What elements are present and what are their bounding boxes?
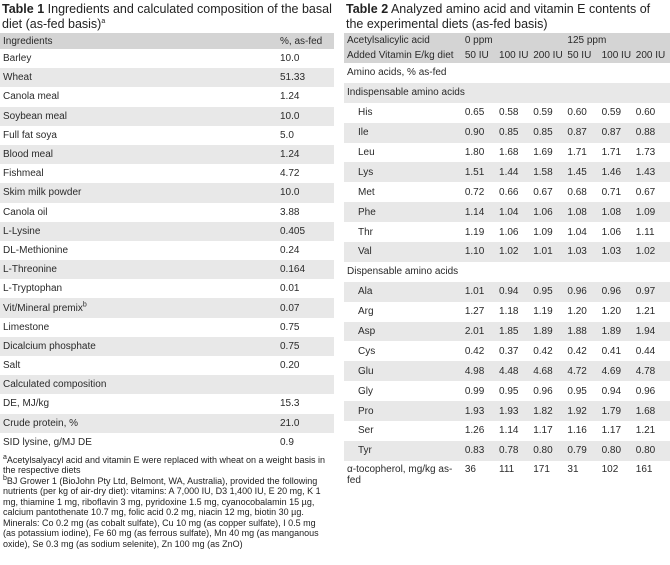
table2-value: 0.44 [635,345,656,357]
table1-row [0,394,334,413]
table2-value: 0.67 [533,186,553,198]
table2-value: 0.96 [635,385,656,397]
table2-value: 1.51 [465,162,499,182]
table2-row [344,222,670,242]
table1-value: 10.0 [276,107,334,126]
table2-value: 0.78 [499,441,533,461]
amino-acid-name: α-tocopherol, mg/kg as-fed [347,463,453,486]
table2-value: 1.08 [602,202,636,222]
ingredient-name: Blood meal [3,149,54,161]
ingredient-name: Barley [3,53,32,65]
table1-ingredient [0,375,276,394]
table1-value: 0.07 [276,298,334,317]
table2-value: 1.46 [602,162,636,182]
table1-row [0,203,334,222]
table2-value: 1.08 [567,202,601,222]
table1-row [0,279,334,298]
table2-value: 1.20 [567,306,587,318]
table2-value: 1.45 [567,162,601,182]
table2-group-125ppm: 125 ppm [567,33,670,48]
table1-row [0,298,334,317]
table2-value: 0.83 [465,441,499,461]
table2-row [344,202,670,222]
table2-header-row-2 [344,48,670,63]
table2-value: 4.69 [602,361,636,381]
table2-value: 1.82 [533,401,567,421]
table2-value: 4.68 [533,361,567,381]
table1-panel [0,0,334,549]
table1-value: 4.72 [280,168,300,180]
table1-ingredient [0,126,276,145]
ingredient-name: L-Lysine [3,225,41,237]
table1-value: 0.405 [276,222,334,241]
table2-section-row [344,262,670,282]
amino-acid-name: Lys [344,162,465,182]
table2-row [344,461,670,494]
amino-acid-name: Ile [344,123,465,143]
table2-value: 1.01 [533,242,567,262]
ingredient-name: Vit/Mineral premix [3,302,83,314]
table2-value: 0.65 [464,107,485,119]
table2-title-bold: Table 2 [346,2,389,16]
table1-header-row [0,33,334,49]
table2-title-text: Analyzed amino acid and vitamin E contents of the experimental diets (as-fed basis) [346,2,651,31]
ingredient-name: Salt [3,360,21,372]
table1-value: 1.24 [276,145,334,164]
table1-ingredient [0,337,276,356]
table2-row [344,123,670,143]
table2-value: 1.68 [636,401,670,421]
table1-value [276,375,334,394]
table2-header-row-1 [344,33,670,48]
ingredient-name: DL-Methionine [3,244,69,256]
table2-value: 0.94 [499,282,533,302]
amino-acid-name: His [358,107,373,119]
table1-ingredient [0,394,276,413]
table2-value: 1.71 [567,147,587,158]
table1-ingredient [0,203,276,222]
ingredient-name: SID lysine, g/MJ DE [3,436,92,448]
table1-row [0,49,334,68]
table1-title-text: Ingredients and calculated composition of the basal diet (as-fed basis) [2,2,332,31]
table1-value: 1.24 [280,91,300,103]
table2-value: 1.88 [567,322,601,342]
table2-value: 1.92 [567,401,601,421]
table1-ingredient [0,107,276,126]
ingredient-name: Wheat [3,72,32,84]
table1-ingredient [0,145,276,164]
ingredient-sup: b [82,301,87,309]
amino-acid-name: Val [344,242,465,262]
table2-value: 1.43 [636,162,670,182]
table1-row [0,126,334,145]
table2-value: 0.60 [635,107,656,119]
ingredient-name: Canola oil [3,206,48,218]
table1-row [0,241,334,260]
ingredient-name: Skim milk powder [3,187,82,199]
amino-acid-name: Pro [344,401,465,421]
table1-title-bold: Table 1 [2,2,45,16]
amino-acid-name: Ala [344,282,465,302]
table2-dose: 200 IU [636,48,670,63]
table2-value: 1.85 [499,322,533,342]
table1 [0,33,334,452]
table1-value: 21.0 [276,414,334,433]
table2-value: 4.48 [499,361,533,381]
table1-ingredient [0,164,276,183]
table2-value: 1.26 [464,425,485,437]
table2-dose: 50 IU [567,48,601,63]
table2-value: 1.80 [464,147,485,158]
table2-value: 0.94 [601,385,622,397]
table1-row [0,433,334,452]
table2-row [344,103,670,123]
table2-section-row [344,83,670,103]
ingredient-name: Calculated composition [3,379,107,391]
table2-value: 1.73 [635,147,656,158]
table2-dose: 50 IU [465,48,499,63]
table2-row [344,322,670,342]
table2-value: 0.95 [499,385,519,397]
table2-value: 1.20 [601,306,622,318]
table2-value: 1.06 [499,226,519,238]
table2-row [344,381,670,401]
table2-value: 1.10 [465,242,499,262]
table1-value: 0.164 [276,260,334,279]
table2-value: 1.06 [533,202,567,222]
table2-value: 0.80 [602,441,636,461]
table2-value: 1.03 [567,242,601,262]
table2-value: 0.85 [499,123,533,143]
table2-row [344,441,670,461]
table2-value: 1.09 [533,226,553,238]
table2-value: 0.37 [499,345,519,357]
table2-row [344,302,670,322]
table1-value: 0.24 [280,244,300,256]
table2-value: 1.93 [465,401,499,421]
table2-value: 0.41 [601,345,622,357]
table1-ingredient [0,318,276,337]
table1-ingredient [0,241,276,260]
table1-value: 0.20 [280,360,300,372]
table1-ingredient [0,356,276,375]
amino-acid-name: Cys [358,345,376,357]
table1-col-pct: %, as-fed [276,33,334,49]
table2-dose: 100 IU [602,48,636,63]
table2-title [346,2,670,33]
table2-value: 1.93 [499,401,533,421]
table2-value: 1.14 [465,202,499,222]
table1-row [0,375,334,394]
table1-ingredient [0,298,276,317]
table1-ingredient [0,414,276,433]
amino-acid-name: Phe [344,202,465,222]
table2-value: 0.80 [533,441,567,461]
table2-value: 1.17 [601,425,622,437]
ingredient-name: Soybean meal [3,110,67,122]
table1-value: 0.9 [280,436,294,448]
table2-value: 1.89 [533,322,567,342]
table1-ingredient [0,87,276,106]
table2-row [344,242,670,262]
table2-value: 2.01 [465,322,499,342]
table2-value: 1.79 [602,401,636,421]
table2-value: 0.99 [464,385,485,397]
table2-value: 0.60 [567,107,587,119]
table1-ingredient [0,222,276,241]
table1-ingredient [0,279,276,298]
table1-value: 3.88 [280,206,300,218]
amino-acid-name: Asp [344,322,465,342]
table2-value: 0.95 [567,385,587,397]
table2-value: 0.66 [499,186,519,198]
table2-acetyl-label: Acetylsalicylic acid [344,33,465,48]
table2-value: 0.42 [533,345,553,357]
table2-row [344,282,670,302]
table2-value: 1.02 [499,242,533,262]
amino-acid-name: Ser [358,425,374,437]
ingredient-name: DE, MJ/kg [3,398,50,410]
ingredient-name: Crude protein, % [3,417,79,429]
table1-value: 0.75 [276,337,334,356]
table2-value: 1.21 [635,425,656,437]
table2-value: 1.04 [499,202,533,222]
table2-value: 0.67 [635,186,656,198]
ingredient-name: Limestone [3,321,50,333]
table1-value: 10.0 [280,53,300,65]
table2-value: 1.19 [533,306,553,318]
table2-body [344,63,670,494]
table2-value: 0.58 [499,107,519,119]
table2-value: 1.14 [499,425,519,437]
table1-row [0,87,334,106]
table1-value: 0.01 [280,283,300,295]
table1-row [0,414,334,433]
ingredient-name: L-Tryptophan [3,283,63,295]
table2-value: 0.42 [464,345,485,357]
table2-value: 4.78 [636,361,670,381]
table1-row [0,260,334,279]
table2-value: 1.21 [635,306,656,318]
footnote-b-mark: b [3,474,7,482]
ingredient-name: L-Threonine [3,264,57,276]
table2-value: 0.96 [533,385,553,397]
table2-value: 1.03 [602,242,636,262]
table2-value: 0.42 [567,345,587,357]
table2-value: 4.98 [465,361,499,381]
table1-value: 15.3 [280,398,300,410]
table2-value: 31 [567,463,579,475]
footnote-a-mark: a [3,453,7,461]
table1-ingredient [0,433,276,452]
amino-acid-name: Glu [344,361,465,381]
table2-value: 0.79 [567,441,601,461]
table2-dose: 200 IU [533,48,567,63]
footnote-a [3,455,330,476]
table1-value: 51.33 [276,68,334,87]
table2-value: 0.80 [636,441,670,461]
table2-value: 0.96 [602,282,636,302]
table2-value: 1.44 [499,162,533,182]
ingredient-name: Dicalcium phosphate [3,340,96,352]
table2-panel [344,0,670,494]
table2-dose: 100 IU [499,48,533,63]
table2-value: 0.59 [601,107,622,119]
table2-value: 0.72 [464,186,485,198]
table2-group-0ppm: 0 ppm [465,33,568,48]
table2-row [344,341,670,361]
table1-ingredient [0,183,276,202]
table1-body [0,49,334,452]
footnote-a-text: Acetylsalyacyl acid and vitamin E were replaced with wheat on a weight basis in the respective diets [3,454,326,476]
amino-acid-name: Gly [358,385,373,397]
table2-value: 1.27 [464,306,485,318]
table2-value: 0.87 [567,123,601,143]
ingredient-name: Canola meal [3,91,60,103]
table1-footnotes [0,452,334,550]
table1-row [0,164,334,183]
footnote-b [3,476,330,550]
table2-value: 0.71 [601,186,622,198]
amino-acid-name: Leu [358,147,375,158]
table2-value: 1.94 [636,322,670,342]
footnote-b-text: BJ Grower 1 (BioJohn Pty Ltd, Belmont, WA, Australia), provided the following nutrients (per kg of air-dry diet): vitamins: A 7,000 IU, D3 1,400 IU, E 20 mg, K 1 mg, thiamine 1 mg, riboflavin 3 mg, pyridoxine 1.5 mg, cyanocobalamin 15 µg, calcium pantothenate 10.7 mg, folic acid 0.2 mg, niacin 12 mg, biotin 30 µg. Minerals: Co 0.2 mg (as cobalt sulfate), Cu 10 mg (as copper sulfate), I 0.5 mg (as potassium iodine), Fe 60 mg (as ferrous sulfate), Mn 40 mg (as manganous oxide), Se 0.3 mg (as sodium selenite), Zn 100 mg (as ZnO) [3,475,321,549]
table2-row [344,182,670,202]
table2-value: 0.90 [465,123,499,143]
table2-value: 1.18 [499,306,519,318]
table1-row [0,318,334,337]
table2-value: 1.68 [499,147,519,158]
table2-value: 0.87 [602,123,636,143]
table1-value: 0.75 [280,321,300,333]
table1-title [2,2,334,33]
ingredient-name: Fishmeal [3,168,44,180]
table2 [344,33,670,494]
table2-value: 1.02 [636,242,670,262]
table2-value: 1.04 [567,226,587,238]
table1-row [0,145,334,164]
amino-acid-name: Thr [358,226,373,238]
table2-row [344,421,670,441]
table1-row [0,222,334,241]
table2-value: 1.71 [601,147,622,158]
table1-value: 10.0 [276,183,334,202]
table2-value: 1.16 [567,425,587,437]
table2-value: 1.17 [533,425,553,437]
table2-section-row [344,63,670,83]
table2-value: 1.11 [635,226,655,238]
table2-value: 161 [635,463,653,475]
table2-value: 0.97 [636,282,670,302]
table2-value: 0.59 [533,107,553,119]
table2-row [344,162,670,182]
table2-value: 102 [601,463,619,475]
table2-value: 36 [464,463,476,475]
table2-value: 1.89 [602,322,636,342]
table1-ingredient [0,68,276,87]
table2-row [344,401,670,421]
table2-value: 1.09 [636,202,670,222]
table2-section-label: Indispensable amino acids [344,83,670,103]
table1-title-sup: a [101,17,106,25]
amino-acid-name: Met [358,186,375,198]
amino-acid-name: Tyr [344,441,465,461]
table2-value: 0.88 [636,123,670,143]
table2-value: 1.19 [464,226,485,238]
table2-value: 0.96 [567,282,601,302]
table2-value: 0.68 [567,186,587,198]
table1-row [0,356,334,375]
table2-value: 4.72 [567,361,601,381]
table1-row [0,68,334,87]
table2-vitamin-label: Added Vitamin E/kg diet [344,48,465,63]
table1-ingredient [0,260,276,279]
table2-value: 0.95 [533,282,567,302]
table1-row [0,337,334,356]
table1-value: 5.0 [280,129,294,141]
table2-value: 111 [499,463,515,475]
table2-row [344,143,670,163]
table1-row [0,183,334,202]
table2-value: 1.01 [465,282,499,302]
table1-col-ingredients: Ingredients [0,33,276,49]
table2-section-label: Dispensable amino acids [347,266,459,278]
table2-row [344,361,670,381]
table2-section-label: Amino acids, % as-fed [347,67,447,79]
table2-value: 1.06 [601,226,622,238]
amino-acid-name: Arg [358,306,374,318]
table1-ingredient [0,49,276,68]
table2-value: 171 [533,463,550,475]
table2-value: 1.69 [533,147,553,158]
table1-row [0,107,334,126]
table2-value: 1.58 [533,162,567,182]
ingredient-name: Full fat soya [3,129,57,141]
table2-value: 0.85 [533,123,567,143]
